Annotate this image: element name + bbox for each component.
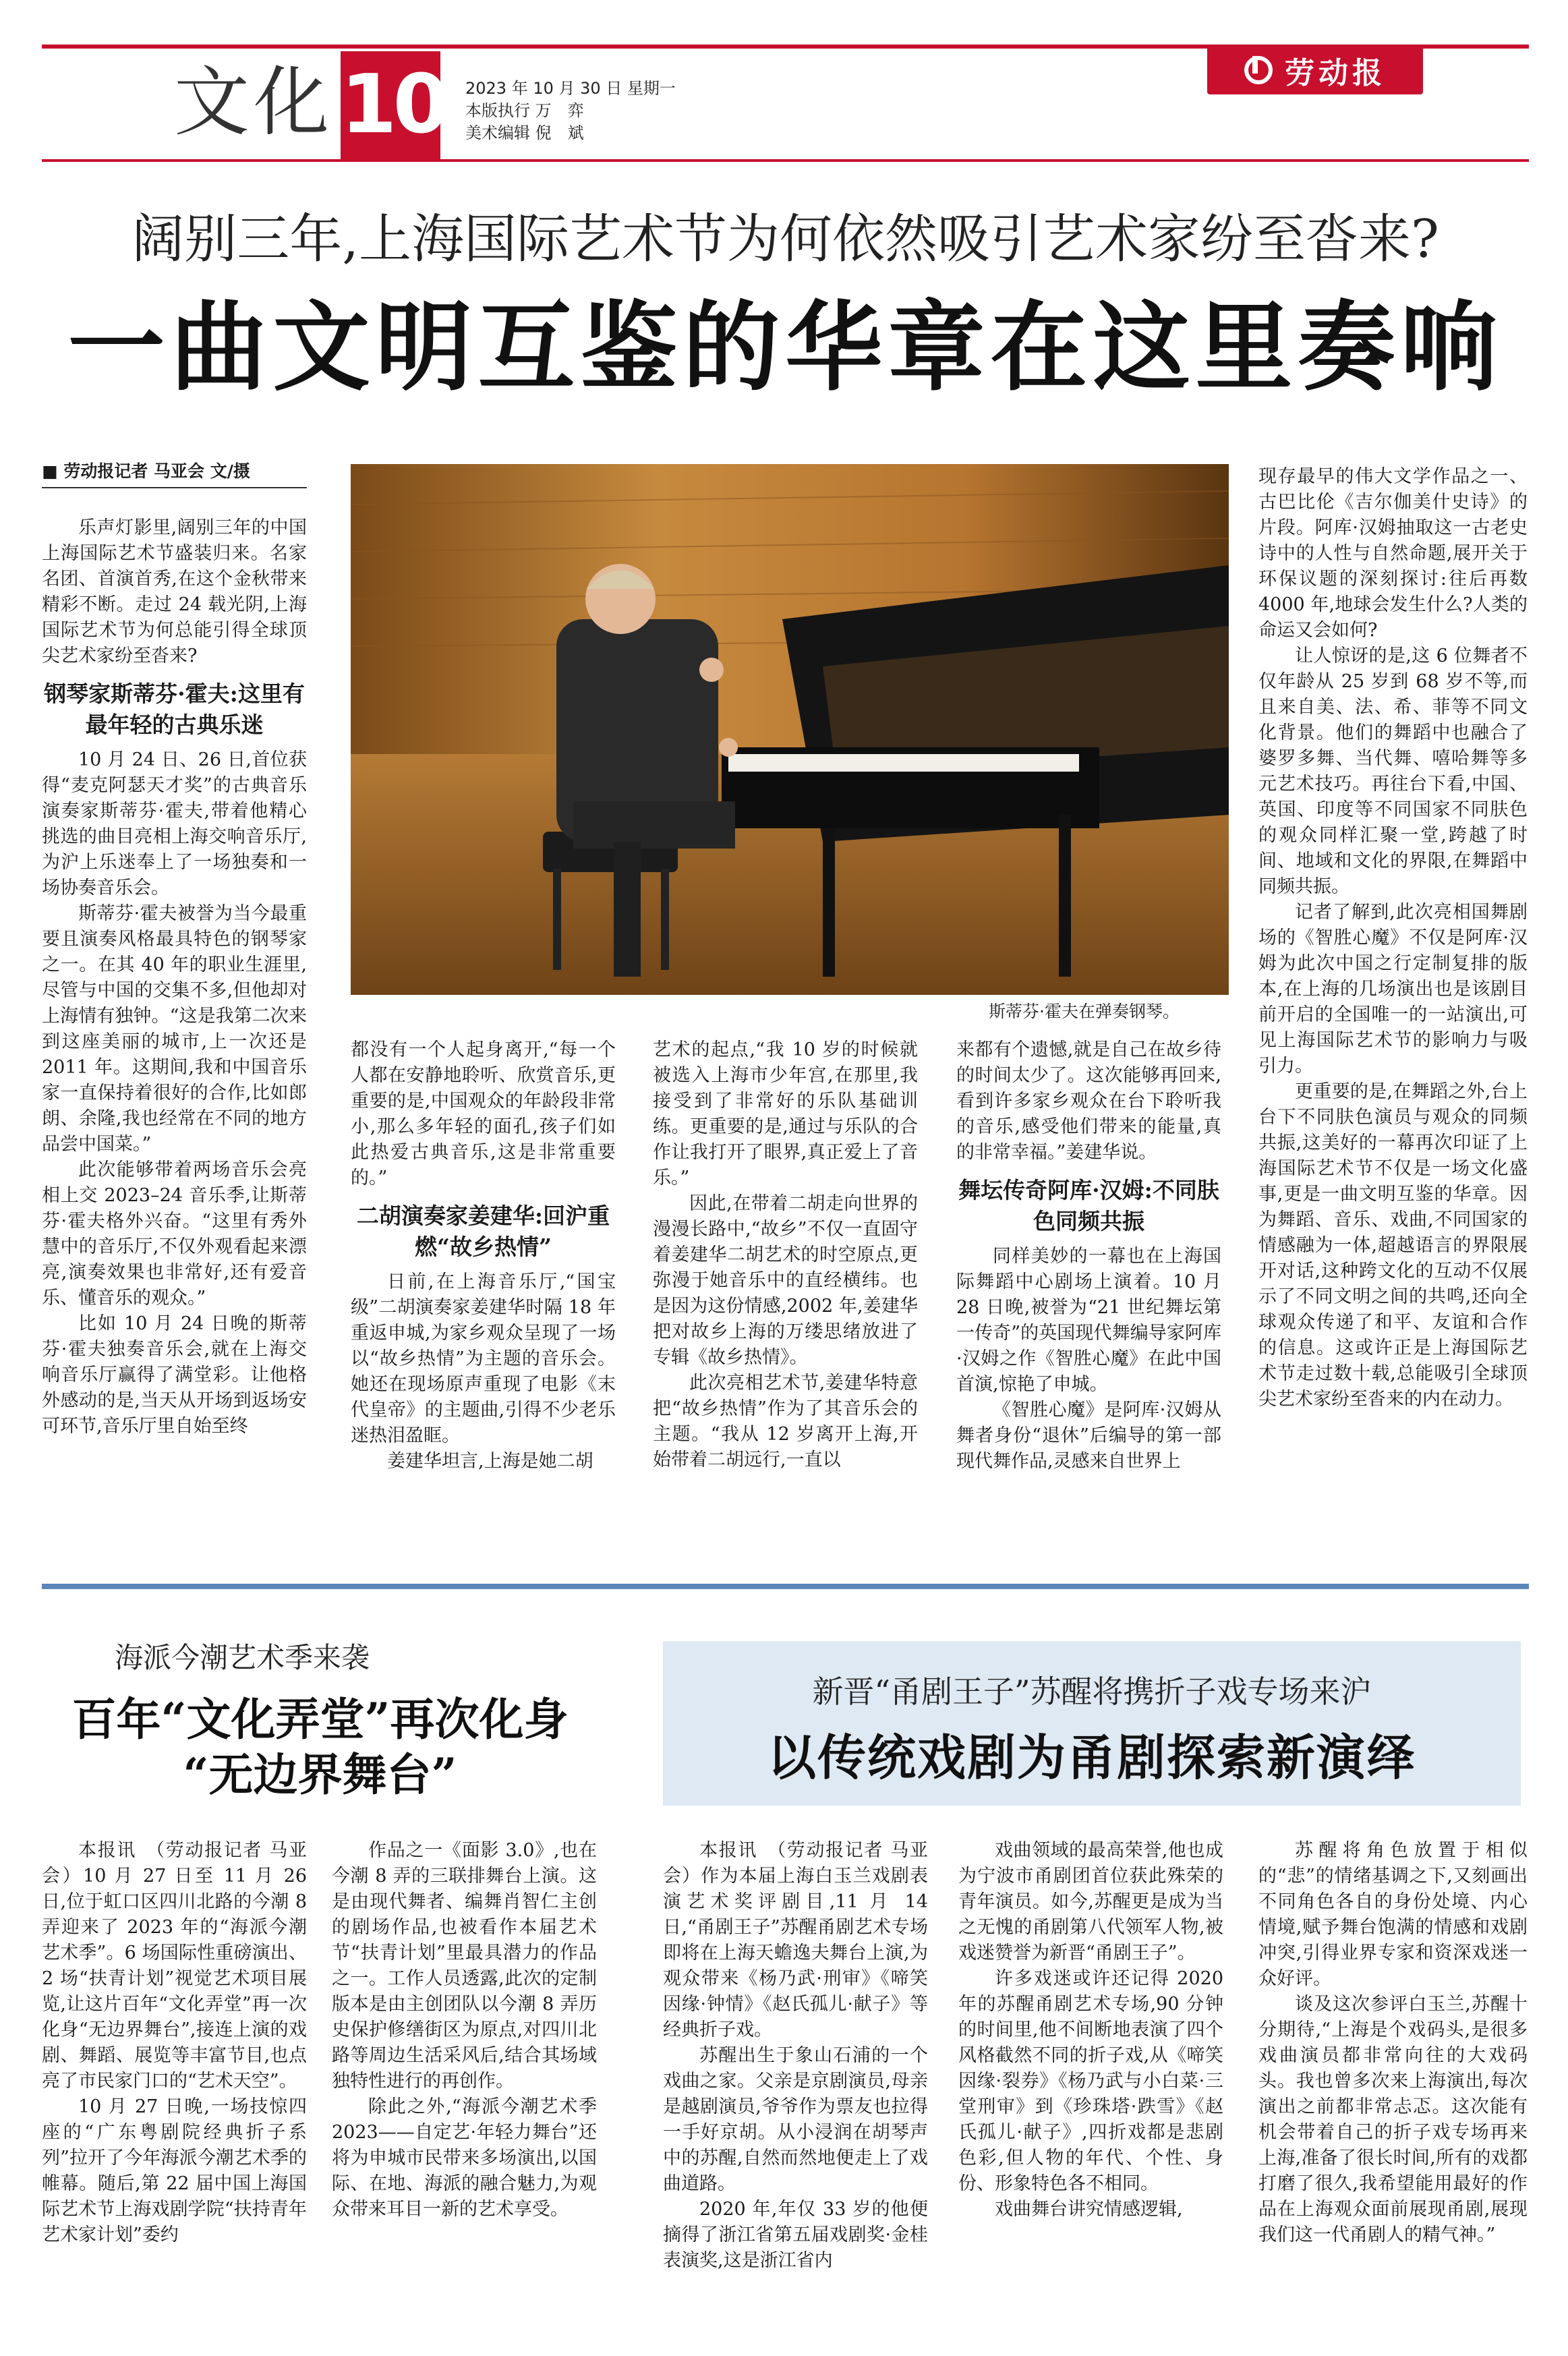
left-story-title bbox=[42, 1692, 598, 1802]
paragraph: 现存最早的伟大文学作品之一、古巴比伦《吉尔伽美什史诗》的片段。阿库·汉姆抽取这一古老史诗中的人性与自然命题,展开关于环保议题的深刻探讨:往后再数 4000 年,地球会发生什么?人类的命运又会如何? bbox=[1258, 466, 1528, 641]
page-editor: 本版执行 万 弈 bbox=[465, 101, 584, 120]
main-kicker: 阔别三年,上海国际艺术节为何依然吸引艺术家纷至沓来? bbox=[132, 209, 1439, 270]
paragraph: 此次能够带着两场音乐会亮相上交 2023–24 音乐季,让斯蒂芬·霍夫格外兴奋。“这里有秀外慧中的音乐厅,不仅外观看起来漂亮,演奏效果也非常好,还有爱音乐、懂音乐的观众。” bbox=[42, 1159, 307, 1309]
paragraph: 戏曲领域的最高荣誉,他也成为宁波市甬剧团首位获此殊荣的青年演员。如今,苏醒更是成为当之无愧的甬剧第八代领军人物,被戏迷赞誉为新晋“甬剧王子”。 bbox=[958, 1840, 1223, 1963]
paragraph: 记者了解到,此次亮相国舞剧场的《智胜心魔》不仅是阿库·汉姆为此次中国之行定制复排的版本,在上海的几场演出也是该剧目前开启的全国唯一的一站演出,可见上海国际艺术节的影响力与吸引力。 bbox=[1258, 902, 1528, 1076]
main-column-1 bbox=[42, 459, 307, 1439]
paragraph: 许多戏迷或许还记得 2020 年的苏醒甬剧艺术专场,90 分钟的时间里,他不间断地表演了四个风格截然不同的折子戏,从《啼笑因缘·裂券》《杨乃武与小白菜·三堂刑审》到《珍珠塔·跌雪》《赵氏孤儿·献子》,四折戏都是悲剧色彩,但人物的年代、个性、身份、形象特色各不相同。 bbox=[958, 1968, 1223, 2194]
paragraph: 10 月 24 日、26 日,首位获得“麦克阿瑟天才奖”的古典音乐演奏家斯蒂芬·霍夫,带着他精心挑选的曲目亮相上海交响音乐厅,为沪上乐迷奉上了一场独奏和一场协奏音乐会。 bbox=[42, 749, 307, 898]
edition-info bbox=[465, 78, 676, 144]
paragraph: 日前,在上海音乐厅,“国宝级”二胡演奏家姜建华时隔 18 年重返申城,为家乡观众呈现了一场以“故乡热情”为主题的音乐会。她还在现场原声重现了电影《末代皇帝》的主题曲,引得不少老乐迷热泪盈眶。 bbox=[351, 1271, 616, 1446]
right-story-column-3 bbox=[1258, 1838, 1528, 2248]
left-story-kicker: 海派今潮艺术季来袭 bbox=[115, 1641, 370, 1674]
subheading-hough: 钢琴家斯蒂芬·霍夫:这里有最年轻的古典乐迷 bbox=[44, 681, 305, 738]
paragraph: 谈及这次参评白玉兰,苏醒十分期待,“上海是个戏码头,是很多戏曲演员都非常向往的大戏码头。我也曾多次来上海演出,每次演出之前都非常忐忑。这次能有机会带着自己的折子戏专场再来上海,准备了很长时间,所有的戏都打磨了很久,我希望能用最好的作品在上海观众面前展现甬剧,展现我们这一代甬剧人的精气神。” bbox=[1258, 1994, 1528, 2245]
paragraph: 姜建华坦言,上海是她二胡 bbox=[387, 1451, 593, 1472]
paragraph: 《智胜心魔》是阿库·汉姆从舞者身份“退休”后编导的第一部现代舞作品,灵感来自世界上 bbox=[956, 1400, 1221, 1472]
paragraph: 戏曲舞台讲究情感逻辑, bbox=[995, 2199, 1183, 2220]
paragraph: 同样美妙的一幕也在上海国际舞蹈中心剧场上演着。10 月 28 日晚,被誉为“21 世纪舞坛第一传奇”的英国现代舞编导家阿库·汉姆之作《智胜心魔》在此中国首演,惊艳了申城。 bbox=[956, 1246, 1221, 1395]
right-story-column-1 bbox=[663, 1838, 928, 2274]
paragraph: 乐声灯影里,阔别三年的中国上海国际艺术节盛装归来。名家名团、首演首秀,在这个金秋带来精彩不断。走过 24 载光阴,上海国际艺术节为何总能引得全球顶尖艺术家纷至沓来? bbox=[42, 517, 307, 666]
paragraph: 除此之外,“海派今潮艺术季 2023——自定艺·年轻力舞台”还将为申城市民带来多场演出,以国际、在地、海派的融合魅力,为观众带来耳目一新的艺术享受。 bbox=[332, 2096, 597, 2220]
main-headline: 一曲文明互鉴的华章在这里奏响 bbox=[67, 290, 1503, 404]
main-column-3 bbox=[653, 1037, 918, 1473]
header-red-rule bbox=[42, 159, 1529, 162]
photo-caption: 斯蒂芬·霍夫在弹奏钢琴。 bbox=[989, 1002, 1180, 1021]
section-divider bbox=[42, 1584, 1529, 1589]
paragraph: 2020 年,年仅 33 岁的他便摘得了浙江省第五届戏剧奖·金桂表演奖,这是浙江省内 bbox=[663, 2199, 928, 2271]
paragraph: 来都有个遗憾,就是自己在故乡待的时间太少了。这次能够再回来,看到许多家乡观众在台下聆听我的音乐,感受他们带来的能量,真的非常幸福。”姜建华说。 bbox=[956, 1039, 1221, 1163]
main-column-4 bbox=[956, 1037, 1221, 1474]
paragraph: 苏醒将角色放置于相似的“悲”的情绪基调之下,又刻画出不同角色各自的身份处境、内心情境,赋予舞台饱满的情感和戏剧冲突,引得业界专家和资深戏迷一众好评。 bbox=[1258, 1840, 1528, 1989]
logo-icon bbox=[1244, 56, 1273, 84]
main-column-5 bbox=[1258, 464, 1528, 1412]
newspaper-logo bbox=[1207, 46, 1423, 94]
right-story-kicker: 新晋“甬剧王子”苏醒将携折子戏专场来沪 bbox=[812, 1673, 1372, 1710]
pianist-photo bbox=[351, 464, 1229, 995]
paragraph: 本报讯 （劳动报记者 马亚会）10 月 27 日至 11 月 26 日,位于虹口区四川北路的今潮 8 弄迎来了 2023 年的“海派今潮艺术季”。6 场国际性重磅演出、2 场“扶青计划”视觉艺术项目展览,让这片百年“文化弄堂”再一次化身“无边界舞台”,接连上演的戏剧、舞蹈、展览等丰富节目,也点亮了市民家门口的“艺术天空”。 bbox=[42, 1840, 307, 2092]
page-number: 10 bbox=[341, 51, 440, 159]
left-story-column-1 bbox=[42, 1838, 307, 2248]
paragraph: 此次亮相艺术节,姜建华特意把“故乡热情”作为了其音乐会的主题。“我从 12 岁离开上海,开始带着二胡远行,一直以 bbox=[653, 1373, 918, 1470]
logo-text: 劳动报 bbox=[1285, 56, 1386, 90]
left-title-line-1: 百年“文化弄堂”再次化身 bbox=[71, 1693, 569, 1746]
paragraph: 都没有一个人起身离开,“每一个人都在安静地聆听、欣赏音乐,更重要的是,中国观众的年龄段非常小,那么多年轻的面孔,孩子们如此热爱古典音乐,这是非常重要的。” bbox=[351, 1039, 616, 1188]
paragraph: 比如 10 月 24 日晚的斯蒂芬·霍夫独奏音乐会,就在上海交响音乐厅赢得了满堂彩。让他格外感动的是,当天从开场到返场安可环节,音乐厅里自始至终 bbox=[42, 1313, 307, 1437]
paragraph: 10 月 27 日晚,一场技惊四座的“广东粤剧院经典折子系列”拉开了今年海派今潮艺术季的帷幕。随后,第 22 届中国上海国际艺术节上海戏剧学院“扶持青年艺术家计划”委约 bbox=[42, 2096, 307, 2245]
main-column-2 bbox=[351, 1037, 616, 1474]
paragraph: 作品之一《面影 3.0》,也在今潮 8 弄的三联排舞台上演。这是由现代舞者、编舞肖智仁主创的剧场作品,也被看作本届艺术节“扶青计划”里最具潜力的作品之一。工作人员透露,此次的定制版本是由主创团队以今潮 8 弄历史保护修缮街区为原点,对四川北路等周边生活采风后,结合其场域独特性进行的再创作。 bbox=[332, 1840, 597, 2092]
art-editor: 美术编辑 倪 斌 bbox=[465, 123, 584, 142]
paragraph: 艺术的起点,“我 10 岁的时候就被选入上海市少年宫,在那里,我接受到了非常好的乐队基础训练。更重要的是,通过与乐队的合作让我打开了眼界,真正爱上了音乐。” bbox=[653, 1039, 918, 1188]
right-story-title: 以传统戏剧为甬剧探索新演绎 bbox=[767, 1729, 1416, 1786]
issue-date: 2023 年 10 月 30 日 星期一 bbox=[465, 79, 676, 98]
subheading-akram: 舞坛传奇阿库·汉姆:不同肤色同频共振 bbox=[958, 1177, 1219, 1234]
paragraph: 更重要的是,在舞蹈之外,台上台下不同肤色演员与观众的同频共振,这美好的一幕再次印证了上海国际艺术节不仅是一场文化盛事,更是一曲文明互鉴的华章。因为舞蹈、音乐、戏曲,不同国家的情感融为一体,超越语言的界限展开对话,这种跨文化的互动不仅展示了不同文明之间的共鸣,还向全球观众传递了和平、友谊和合作的信息。这或许正是上海国际艺术节走过数十载,总能吸引全球顶尖艺术家纷至沓来的内在动力。 bbox=[1258, 1081, 1528, 1410]
paragraph: 本报讯 （劳动报记者 马亚会）作为本届上海白玉兰戏剧表演艺术奖评剧目,11 月 14 日,“甬剧王子”苏醒甬剧艺术专场即将在上海天蟾逸夫舞台上演,为观众带来《杨乃武·刑审》《啼笑因缘·钟情》《赵氏孤儿·献子》等经典折子戏。 bbox=[663, 1840, 928, 2040]
right-story-column-2 bbox=[958, 1838, 1223, 2222]
paragraph: 苏醒出生于象山石浦的一个戏曲之家。父亲是京剧演员,母亲是越剧演员,爷爷作为票友也拉得一手好京胡。从小浸润在胡琴声中的苏醒,自然而然地便走上了戏曲道路。 bbox=[663, 2045, 928, 2194]
left-title-line-2: “无边界舞台” bbox=[183, 1748, 457, 1801]
paragraph: 斯蒂芬·霍夫被誉为当今最重要且演奏风格最具特色的钢琴家之一。在其 40 年的职业生涯里,尽管与中国的交集不多,但他却对上海情有独钟。“这是我第二次来到这座美丽的城市,上一次还是 2011 年。这期间,我和中国音乐家一直保持着很好的合作,比如郎朗、余隆,我也经常在不同的地方品尝中国菜。” bbox=[42, 903, 307, 1155]
byline: ■ 劳动报记者 马亚会 文/摄 bbox=[42, 459, 307, 488]
subheading-jiang: 二胡演奏家姜建华:回沪重燃“故乡热情” bbox=[356, 1203, 610, 1260]
paragraph: 因此,在带着二胡走向世界的漫漫长路中,“故乡”不仅一直固守着姜建华二胡艺术的时空原点,更弥漫于她音乐中的直经横纬。也是因为这份情感,2002 年,姜建华把对故乡上海的万缕思绪放进了专辑《故乡热情》。 bbox=[653, 1193, 918, 1368]
section-name: 文化 bbox=[174, 59, 333, 146]
paragraph: 让人惊讶的是,这 6 位舞者不仅年龄从 25 岁到 68 岁不等,而且来自美、法、希、菲等不同文化背景。他们的舞蹈中也融合了婆罗多舞、当代舞、嘻哈舞等多元艺术技巧。再往台下看,中国、英国、印度等不同国家不同肤色的观众同样汇聚一堂,跨越了时间、地域和文化的界限,在舞蹈中同频共振。 bbox=[1258, 645, 1528, 897]
left-story-column-2 bbox=[332, 1838, 597, 2222]
